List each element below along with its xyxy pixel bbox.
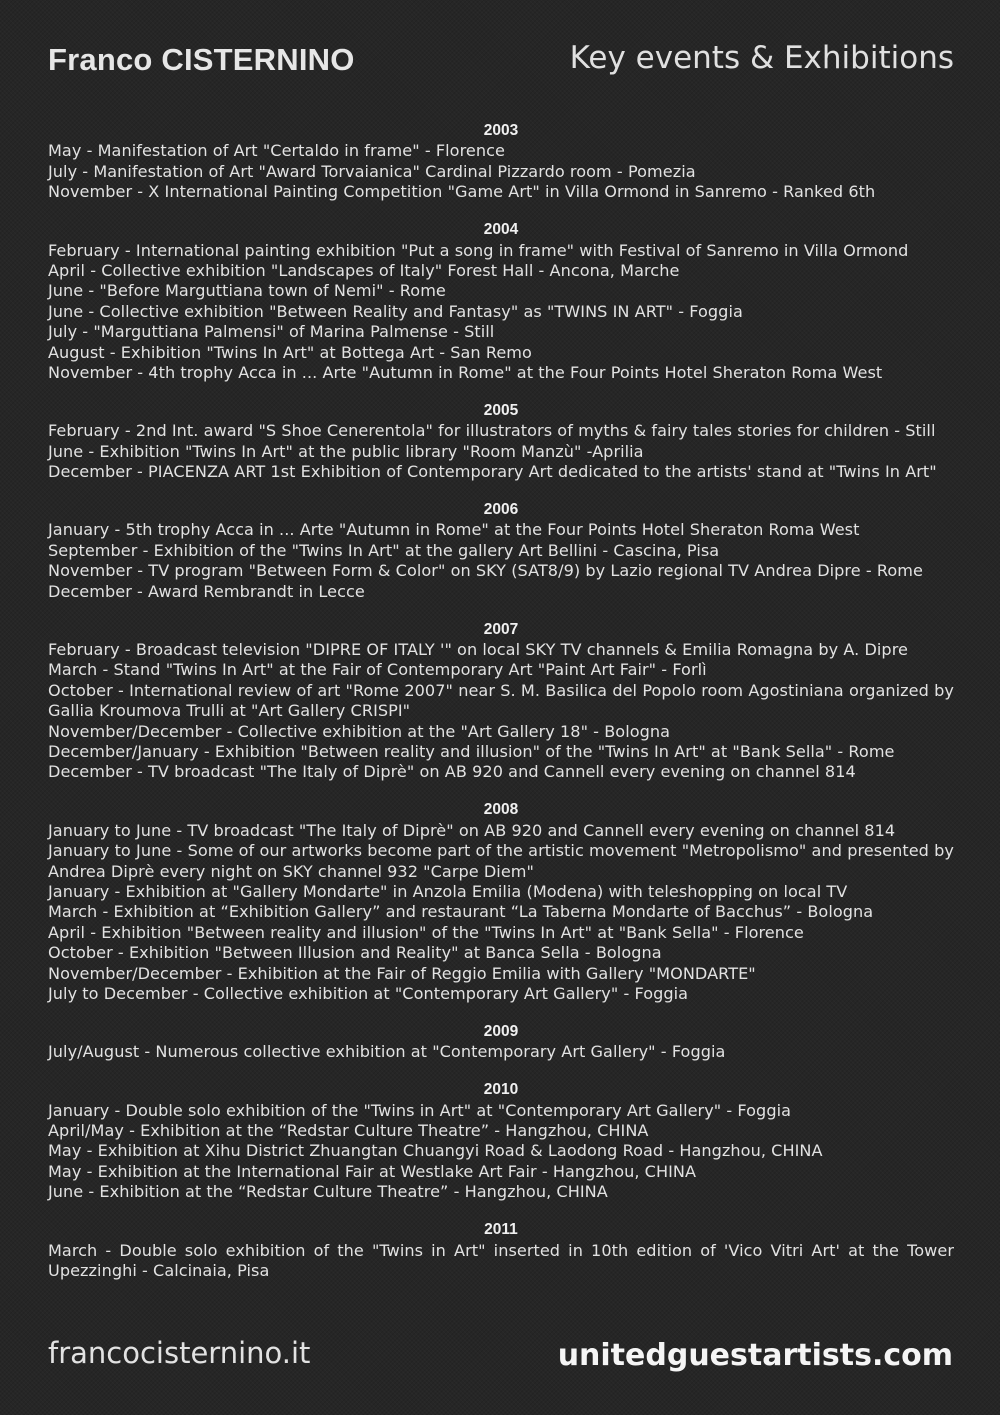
year-section-2004 xyxy=(48,220,954,383)
year-section-2011 xyxy=(48,1220,954,1281)
event-entry: September - Exhibition of the "Twins In Art" at the gallery Art Bellini - Cascina, Pisa xyxy=(48,540,720,560)
event-entry: April - Exhibition "Between reality and illusion" of the "Twins In Art" at "Bank Sella" - Florence xyxy=(48,922,804,942)
events-timeline xyxy=(48,121,954,1299)
event-entry: November/December - Collective exhibition at the "Art Gallery 18" - Bologna xyxy=(48,721,671,741)
event-entry: November/December - Exhibition at the Fair of Reggio Emilia with Gallery "MONDARTE" xyxy=(48,963,756,983)
event-entry: April/May - Exhibition at the “Redstar Culture Theatre” - Hangzhou, CHINA xyxy=(48,1120,649,1140)
united-guest-artists-link[interactable]: unitedguestartists.com xyxy=(557,1338,953,1373)
page-header xyxy=(48,40,954,84)
event-entry: March - Double solo exhibition of the "Twins in Art" inserted in 10th edition of 'Vico Vitri Art' at the Tower Upezzinghi - Calcinaia, Pisa xyxy=(48,1240,954,1280)
event-entry: October - Exhibition "Between Illusion and Reality" at Banca Sella - Bologna xyxy=(48,943,662,963)
event-entry: January - Exhibition at "Gallery Mondarte" in Anzola Emilia (Modena) with teleshopping on local TV xyxy=(48,881,848,901)
event-entry: June - "Before Marguttiana town of Nemi" - Rome xyxy=(48,281,446,301)
year-section-2007 xyxy=(48,620,954,783)
event-entry: February - 2nd Int. award "S Shoe Cenerentola" for illustrators of myths & fairy tales stories for children - Still xyxy=(48,421,936,441)
year-section-2008 xyxy=(48,800,954,1004)
artist-website-link[interactable]: francocisternino.it xyxy=(48,1336,311,1370)
event-entry: June - Exhibition at the “Redstar Culture Theatre” - Hangzhou, CHINA xyxy=(48,1182,608,1202)
year-heading: 2007 xyxy=(483,620,519,638)
year-heading: 2004 xyxy=(483,221,519,239)
event-entry: January - Double solo exhibition of the "Twins in Art" at "Contemporary Art Gallery" - Foggia xyxy=(48,1100,792,1120)
event-entry: December - Award Rembrandt in Lecce xyxy=(48,581,365,601)
year-heading: 2010 xyxy=(483,1081,519,1099)
event-entry: June - Exhibition "Twins In Art" at the public library "Room Manzù" -Aprilia xyxy=(48,441,644,461)
event-entry: November - TV program "Between Form & Color" on SKY (SAT8/9) by Lazio regional TV Andrea Dipre - Rome xyxy=(48,561,923,581)
page-title: Key events & Exhibitions xyxy=(569,40,954,76)
year-section-2010 xyxy=(48,1080,954,1202)
event-entry: July to December - Collective exhibition at "Contemporary Art Gallery" - Foggia xyxy=(48,983,689,1003)
event-entry: December/January - Exhibition "Between reality and illusion" of the "Twins In Art" at "Bank Sella" - Rome xyxy=(48,741,895,761)
year-heading: 2003 xyxy=(483,122,519,139)
event-entry: January to June - TV broadcast "The Italy of Diprè" on AB 920 and Cannell every evening on channel 814 xyxy=(48,820,896,840)
event-entry: December - TV broadcast "The Italy of Diprè" on AB 920 and Cannell every evening on channel 814 xyxy=(48,762,856,782)
event-entry: May - Exhibition at Xihu District Zhuangtan Chuangyi Road & Laodong Road - Hangzhou, CHINA xyxy=(48,1141,823,1161)
event-entry: November - X International Painting Competition "Game Art" in Villa Ormond in Sanremo - Ranked 6th xyxy=(48,182,876,202)
event-entry: December - PIACENZA ART 1st Exhibition of Contemporary Art dedicated to the artists' stand at "Twins In Art" xyxy=(48,462,937,482)
event-entry: March - Stand "Twins In Art" at the Fair of Contemporary Art "Paint Art Fair" - Forlì xyxy=(48,660,707,680)
year-section-2009 xyxy=(48,1022,954,1063)
event-entry: January - 5th trophy Acca in ... Arte "Autumn in Rome" at the Four Points Hotel Sheraton Roma West xyxy=(48,520,860,540)
event-entry: July - Manifestation of Art "Award Torvaianica" Cardinal Pizzardo room - Pomezia xyxy=(48,161,696,181)
event-entry: June - Collective exhibition "Between Reality and Fantasy" as "TWINS IN ART" - Foggia xyxy=(48,301,743,321)
event-entry: February - Broadcast television "DIPRE OF ITALY '" on local SKY TV channels & Emilia Romagna by A. Dipre xyxy=(48,639,908,659)
event-entry: May - Manifestation of Art "Certaldo in frame" - Florence xyxy=(48,141,505,161)
year-heading: 2006 xyxy=(483,501,519,518)
artist-name: Franco CISTERNINO xyxy=(48,42,355,77)
event-entry: February - International painting exhibition "Put a song in frame" with Festival of Sanremo in Villa Ormond xyxy=(48,240,909,260)
event-entry: January to June - Some of our artworks become part of the artistic movement "Metropolismo" and presented by Andrea Diprè every night on SKY channel 932 "Carpe Diem" xyxy=(48,841,954,881)
event-entry: April - Collective exhibition "Landscapes of Italy" Forest Hall - Ancona, Marche xyxy=(48,260,680,280)
year-heading: 2008 xyxy=(483,801,519,819)
event-entry: November - 4th trophy Acca in ... Arte "Autumn in Rome" at the Four Points Hotel Sheraton Roma West xyxy=(48,362,883,382)
year-section-2006 xyxy=(48,500,954,602)
year-heading: 2009 xyxy=(483,1022,519,1040)
year-heading: 2011 xyxy=(484,1221,518,1239)
event-entry: March - Exhibition at “Exhibition Gallery” and restaurant “La Taberna Mondarte of Bacchus” - Bologna xyxy=(48,902,874,922)
event-entry: July - "Marguttiana Palmensi" of Marina Palmense - Still xyxy=(48,322,495,342)
event-entry: July/August - Numerous collective exhibition at "Contemporary Art Gallery" - Foggia xyxy=(48,1042,726,1062)
year-section-2005 xyxy=(48,401,954,483)
year-section-2003 xyxy=(48,121,954,203)
year-heading: 2005 xyxy=(483,401,519,419)
event-entry: May - Exhibition at the International Fair at Westlake Art Fair - Hangzhou, CHINA xyxy=(48,1161,697,1181)
event-entry: August - Exhibition "Twins In Art" at Bottega Art - San Remo xyxy=(48,342,532,362)
event-entry: October - International review of art "Rome 2007" near S. M. Basilica del Popolo room Agostiniana organized by Gallia Kroumova Trulli at "Art Gallery CRISPI" xyxy=(48,680,954,721)
